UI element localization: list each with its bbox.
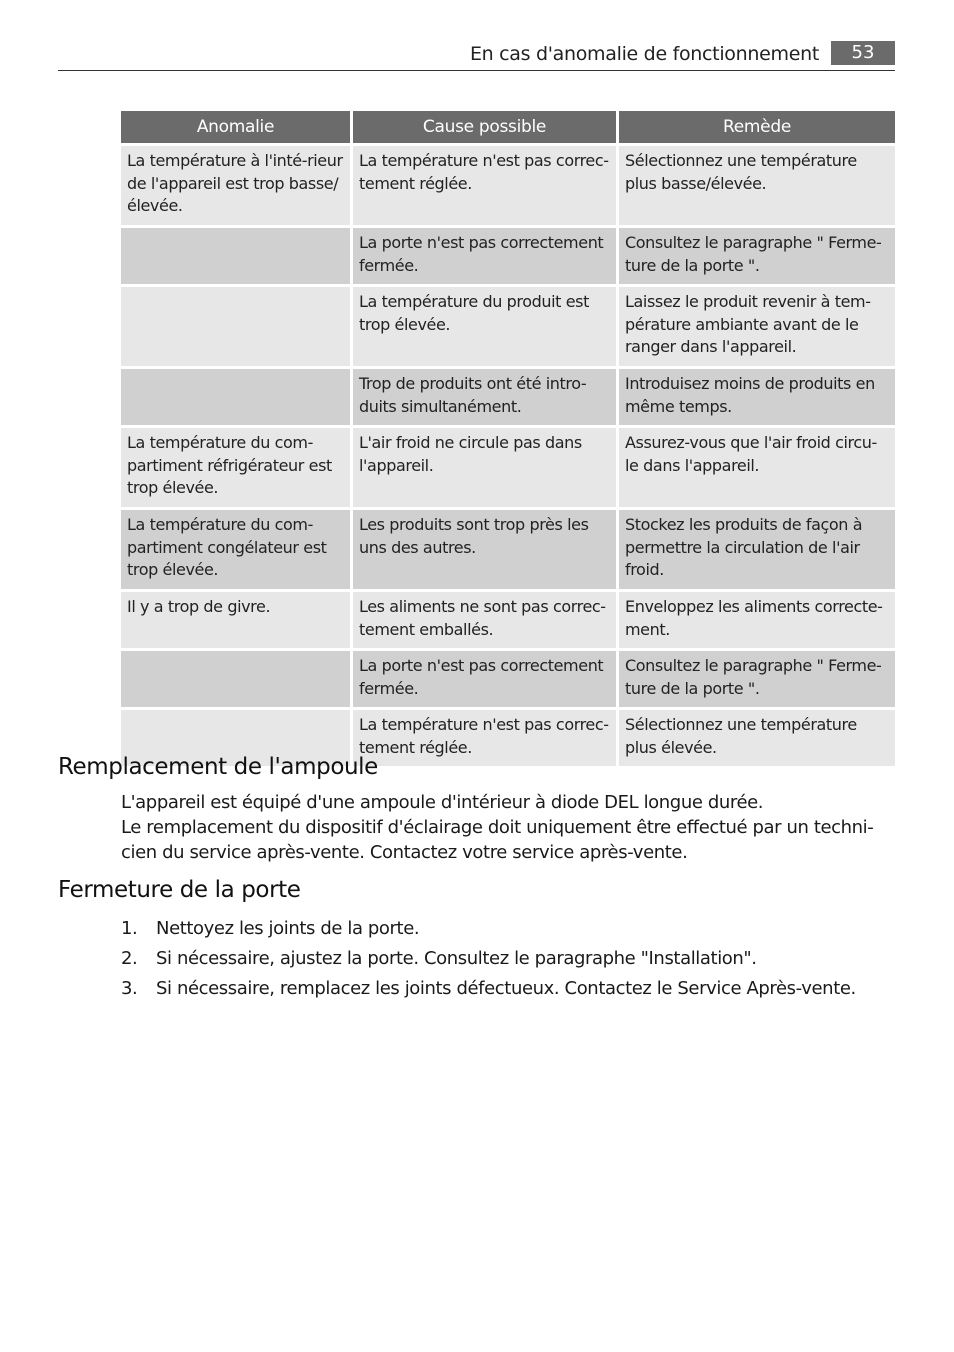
page-header — [58, 40, 895, 71]
door-steps-list — [121, 914, 891, 1004]
chapter-title: En cas d'anomalie de fonctionnement — [469, 43, 819, 65]
bulb-section-heading: Remplacement de l'ampoule — [58, 754, 378, 780]
bulb-paragraph-2: Le remplacement du dispositif d'éclairage doit uniquement être effectué par un techni-cien du service après-vente. Contactez votre service après-vente. — [121, 817, 874, 863]
table-row — [121, 651, 895, 707]
anomaly-cell: La température du com-partiment congélateur est trop élevée. — [121, 510, 350, 589]
cause-cell: La porte n'est pas correctement fermée. — [353, 651, 616, 707]
table-row — [121, 369, 895, 425]
table-row — [121, 428, 895, 507]
remedy-cell: Consultez le paragraphe " Ferme-ture de la porte ". — [619, 651, 895, 707]
step-number: 2. — [121, 948, 138, 969]
anomaly-cell — [121, 228, 350, 284]
step-text: Nettoyez les joints de la porte. — [156, 918, 420, 939]
cause-cell: La température du produit est trop élevée. — [353, 287, 616, 366]
anomaly-cell — [121, 369, 350, 425]
remedy-cell: Sélectionnez une température plus élevée. — [619, 710, 895, 766]
remedy-cell: Enveloppez les aliments correcte-ment. — [619, 592, 895, 648]
table-row — [121, 287, 895, 366]
door-section-heading: Fermeture de la porte — [58, 877, 301, 903]
bulb-paragraph-1: L'appareil est équipé d'une ampoule d'intérieur à diode DEL longue durée. — [121, 792, 764, 813]
cause-cell: Les aliments ne sont pas correc-tement emballés. — [353, 592, 616, 648]
cause-cell: La température n'est pas correc-tement réglée. — [353, 710, 616, 766]
table-row — [121, 510, 895, 589]
step-text: Si nécessaire, ajustez la porte. Consultez le paragraphe "Installation". — [156, 948, 757, 969]
remedy-cell: Stockez les produits de façon à permettre la circulation de l'air froid. — [619, 510, 895, 589]
anomaly-cell: La température du com-partiment réfrigérateur est trop élevée. — [121, 428, 350, 507]
page-number: 53 — [831, 41, 895, 65]
anomaly-cell: La température à l'inté-rieur de l'appareil est trop basse/élevée. — [121, 146, 350, 225]
list-item — [121, 944, 891, 974]
cause-cell: Trop de produits ont été intro-duits simultanément. — [353, 369, 616, 425]
remedy-cell: Laissez le produit revenir à tem-pérature ambiante avant de le ranger dans l'appareil. — [619, 287, 895, 366]
list-item — [121, 974, 891, 1004]
column-header-cause: Cause possible — [353, 111, 616, 143]
anomaly-cell — [121, 651, 350, 707]
troubleshooting-table — [118, 108, 898, 769]
step-number: 1. — [121, 918, 138, 939]
remedy-cell: Sélectionnez une température plus basse/élevée. — [619, 146, 895, 225]
table-row — [121, 228, 895, 284]
step-text: Si nécessaire, remplacez les joints défectueux. Contactez le Service Après-vente. — [156, 978, 856, 999]
list-item — [121, 914, 891, 944]
column-header-anomaly: Anomalie — [121, 111, 350, 143]
remedy-cell: Introduisez moins de produits en même temps. — [619, 369, 895, 425]
column-header-remedy: Remède — [619, 111, 895, 143]
anomaly-cell: Il y a trop de givre. — [121, 592, 350, 648]
table-row — [121, 592, 895, 648]
step-number: 3. — [121, 978, 138, 999]
remedy-cell: Assurez-vous que l'air froid circu-le dans l'appareil. — [619, 428, 895, 507]
cause-cell: L'air froid ne circule pas dans l'appareil. — [353, 428, 616, 507]
cause-cell: Les produits sont trop près les uns des autres. — [353, 510, 616, 589]
anomaly-cell — [121, 287, 350, 366]
remedy-cell: Consultez le paragraphe " Ferme-ture de la porte ". — [619, 228, 895, 284]
table-row — [121, 146, 895, 225]
cause-cell: La température n'est pas correc-tement réglée. — [353, 146, 616, 225]
table-header-row — [121, 111, 895, 143]
cause-cell: La porte n'est pas correctement fermée. — [353, 228, 616, 284]
